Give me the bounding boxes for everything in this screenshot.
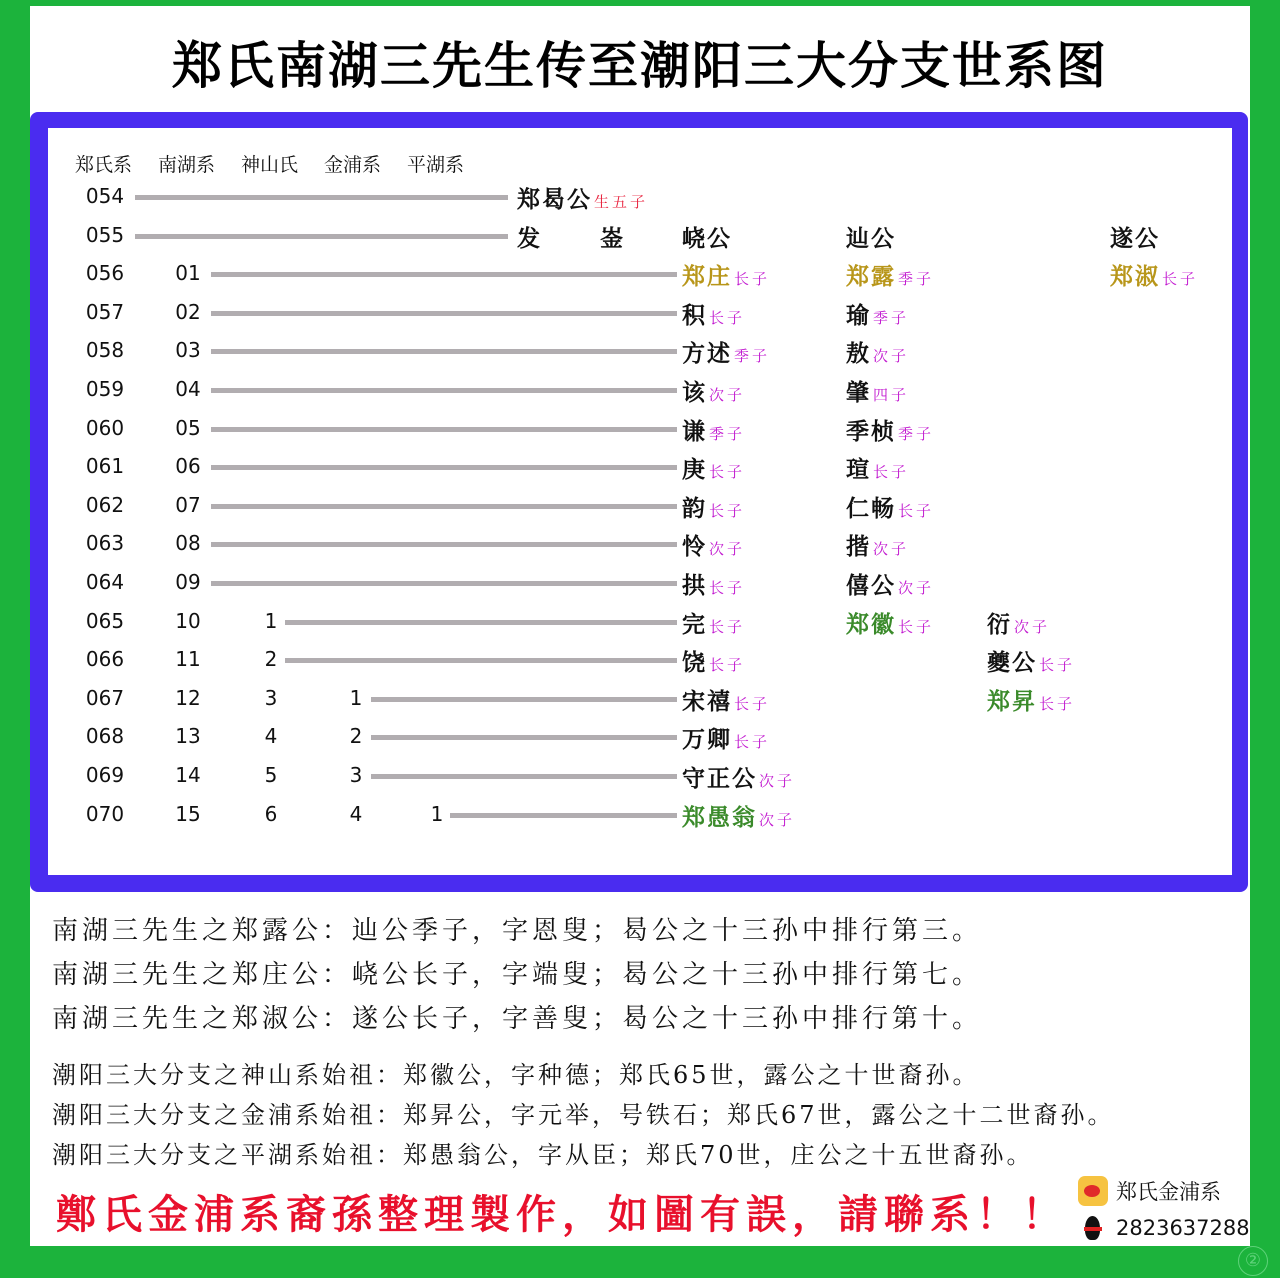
person-xiao xyxy=(682,683,770,716)
person-name: 韵 xyxy=(682,495,707,522)
person-name: 辿公 xyxy=(846,225,896,252)
person-chan xyxy=(846,606,934,639)
generation-number: 061 xyxy=(85,454,125,479)
person-xiao xyxy=(682,335,770,368)
person-jinpu xyxy=(987,644,1075,677)
birth-order-tag: 长子 xyxy=(709,617,746,636)
generation-number: 09 xyxy=(175,570,201,594)
birth-order-tag: 季子 xyxy=(898,270,935,289)
person-jinpu xyxy=(987,683,1075,716)
person-xiao xyxy=(682,490,745,523)
generation-number: 063 xyxy=(85,531,125,556)
birth-order-tag: 长子 xyxy=(709,501,746,520)
generation-number: 5 xyxy=(264,763,278,787)
person-xiao xyxy=(682,258,770,291)
person-name: 郑愚翁 xyxy=(682,804,757,831)
generation-number: 060 xyxy=(85,415,125,440)
person-name: 峣公 xyxy=(682,225,732,252)
person-chan xyxy=(846,567,934,600)
column-header-jinpu: 金浦系 xyxy=(324,154,382,176)
person-xiao xyxy=(682,451,745,484)
birth-order-tag: 长子 xyxy=(898,617,935,636)
person-name: 遂公 xyxy=(1110,225,1160,252)
generation-number: 4 xyxy=(349,801,363,826)
lineage-bar xyxy=(135,234,508,239)
lineage-bar xyxy=(211,311,677,316)
person-chan xyxy=(846,335,909,368)
column-header-shenshan: 神山氏 xyxy=(241,154,299,176)
person-xiao xyxy=(682,297,745,330)
birth-order-tag: 长子 xyxy=(709,308,746,327)
column-header-pinghu: 平湖系 xyxy=(407,154,465,176)
person-name: 怜 xyxy=(682,534,707,561)
person-xiao xyxy=(682,644,745,677)
generation-number: 1 xyxy=(430,801,444,826)
qq-contact xyxy=(1078,1213,1250,1243)
birth-order-tag: 季子 xyxy=(734,347,771,366)
page-number-mark: ② xyxy=(1238,1246,1268,1276)
generation-number: 066 xyxy=(85,647,125,672)
lineage-bar xyxy=(371,774,677,779)
lineage-bar xyxy=(211,349,677,354)
person-chan xyxy=(846,374,909,407)
generation-number: 11 xyxy=(175,647,201,672)
generation-number: 3 xyxy=(264,685,278,710)
lineage-bar xyxy=(135,195,508,200)
generation-number: 12 xyxy=(175,685,201,710)
birth-order-tag: 长子 xyxy=(1162,270,1199,289)
person-name: 庚 xyxy=(682,457,707,484)
generation-number: 059 xyxy=(85,377,125,401)
lineage-bar xyxy=(211,427,677,432)
birth-order-tag: 长子 xyxy=(1039,656,1076,675)
person-xiao xyxy=(682,760,795,793)
generation-number: 054 xyxy=(85,184,125,208)
person-name: 仁畅 xyxy=(846,495,896,522)
person-sui xyxy=(1110,220,1160,253)
person-xiao xyxy=(682,528,745,561)
birth-order-tag: 季子 xyxy=(709,424,746,443)
note-jinpu: 潮阳三大分支之金浦系始祖：郑昇公，字元举，号铁石；郑氏67世，露公之十二世裔孙。 xyxy=(52,1101,1115,1129)
person-xiao xyxy=(682,220,732,253)
lineage-bar xyxy=(285,658,677,663)
birth-order-tag: 生五子 xyxy=(594,193,649,211)
generation-number: 01 xyxy=(175,261,201,286)
person-name: 拱 xyxy=(682,573,707,599)
generation-number: 03 xyxy=(175,338,201,363)
generation-number: 067 xyxy=(85,685,125,710)
person-name: 饶 xyxy=(682,650,707,677)
birth-order-tag: 次子 xyxy=(709,540,746,559)
generation-number: 057 xyxy=(85,299,125,324)
person-sui xyxy=(1110,258,1198,291)
generation-number: 05 xyxy=(175,415,201,440)
note-nanhu-zhuang: 南湖三先生之郑庄公：峣公长子，字端叟；曷公之十三孙中排行第七。 xyxy=(52,960,983,990)
generation-number: 06 xyxy=(175,454,201,479)
lineage-bar xyxy=(371,697,677,702)
birth-order-tag: 次子 xyxy=(709,386,746,404)
person-name: 揩 xyxy=(846,534,871,561)
lineage-bar xyxy=(211,504,677,509)
generation-number: 04 xyxy=(175,377,201,401)
generation-number: 058 xyxy=(85,338,125,363)
person-xiao xyxy=(682,721,770,754)
birth-order-tag: 季子 xyxy=(873,308,910,327)
person-name: 郑曷公 xyxy=(517,187,592,213)
person-name: 郑淑 xyxy=(1110,264,1160,291)
person-chan xyxy=(846,258,934,291)
person-name: 方述 xyxy=(682,341,732,368)
generation-number: 2 xyxy=(349,724,363,749)
birth-order-tag: 次子 xyxy=(759,772,796,790)
person-name: 肇 xyxy=(846,380,871,406)
generation-number: 070 xyxy=(85,801,125,826)
person-chan xyxy=(846,451,909,484)
person-name: 夔公 xyxy=(987,650,1037,677)
weibo-name: 郑氏金浦系 xyxy=(1116,1180,1221,1204)
person-name: 郑露 xyxy=(846,264,896,291)
generation-number: 069 xyxy=(85,763,125,787)
birth-order-tag: 长子 xyxy=(709,463,746,482)
birth-order-tag: 次子 xyxy=(759,810,796,829)
person-name: 季桢 xyxy=(846,418,896,445)
generation-number: 13 xyxy=(175,724,201,749)
birth-order-tag: 次子 xyxy=(898,579,935,597)
person-name: 完 xyxy=(682,611,707,638)
person-xiao xyxy=(682,413,745,446)
birth-order-tag: 长子 xyxy=(898,501,935,520)
lineage-bar xyxy=(285,620,677,625)
qq-icon xyxy=(1078,1213,1108,1243)
person-name: 宋禧 xyxy=(682,688,732,715)
generation-number: 055 xyxy=(85,222,125,247)
person-name: 崟 xyxy=(600,225,625,252)
chart-area xyxy=(48,128,1232,875)
birth-order-tag: 次子 xyxy=(873,347,910,366)
lineage-bar xyxy=(450,813,677,818)
person-xiao xyxy=(682,374,745,407)
note-nanhu-lu: 南湖三先生之郑露公：辿公季子，字恩叟；曷公之十三孙中排行第三。 xyxy=(52,916,983,946)
note-pinghu: 潮阳三大分支之平湖系始祖：郑愚翁公，字从臣；郑氏70世，庄公之十五世裔孙。 xyxy=(52,1141,1034,1169)
qq-number: 2823637288 xyxy=(1116,1216,1250,1240)
page-title: 郑氏南湖三先生传至潮阳三大分支世系图 xyxy=(172,37,1108,95)
weibo-icon xyxy=(1078,1176,1108,1206)
birth-order-tag: 季子 xyxy=(898,424,935,443)
birth-order-tag: 长子 xyxy=(709,579,746,597)
person-xiao xyxy=(682,567,745,600)
footer-notice: 鄭氏金浦系裔孫整理製作，如圖有誤，請聯系！！ xyxy=(56,1191,1068,1238)
weibo-contact xyxy=(1078,1176,1221,1206)
birth-order-tag: 长子 xyxy=(734,270,771,289)
lineage-bar xyxy=(211,542,677,547)
person-name: 瑄 xyxy=(846,457,871,484)
column-header-zheng: 郑氏系 xyxy=(75,154,133,176)
person-name: 积 xyxy=(682,302,707,329)
person-root xyxy=(517,220,542,253)
person-root xyxy=(517,181,648,214)
birth-order-tag: 次子 xyxy=(1014,617,1051,636)
generation-number: 10 xyxy=(175,608,201,633)
person-chan xyxy=(846,528,909,561)
birth-order-tag: 长子 xyxy=(734,733,771,752)
person-name: 衍 xyxy=(987,611,1012,638)
generation-number: 065 xyxy=(85,608,125,633)
person-name: 万卿 xyxy=(682,727,732,754)
generation-number: 4 xyxy=(264,724,278,749)
person-name: 守正公 xyxy=(682,766,757,792)
person-xiao xyxy=(682,606,745,639)
generation-number: 2 xyxy=(264,647,278,672)
person-name: 郑徽 xyxy=(846,611,896,638)
person-name: 郑庄 xyxy=(682,264,732,291)
generation-number: 14 xyxy=(175,763,201,787)
person-name: 瑜 xyxy=(846,302,871,329)
person-xiao xyxy=(682,799,795,832)
generation-number: 07 xyxy=(175,492,201,517)
generation-number: 02 xyxy=(175,299,201,324)
person-name: 该 xyxy=(682,380,707,406)
generation-number: 6 xyxy=(264,801,278,826)
person-chan xyxy=(846,220,896,253)
generation-number: 064 xyxy=(85,570,125,594)
birth-order-tag: 次子 xyxy=(873,540,910,559)
person-name: 敖 xyxy=(846,341,871,368)
person-jinpu xyxy=(987,606,1050,639)
lineage-bar xyxy=(211,272,677,277)
person-name: 僖公 xyxy=(846,573,896,599)
birth-order-tag: 长子 xyxy=(734,694,771,713)
generation-number: 1 xyxy=(264,608,278,633)
person-name: 发 xyxy=(517,225,542,252)
generation-number: 1 xyxy=(349,685,363,710)
birth-order-tag: 长子 xyxy=(709,656,746,675)
generation-number: 056 xyxy=(85,261,125,286)
generation-number: 3 xyxy=(349,763,363,787)
generation-number: 08 xyxy=(175,531,201,556)
person-chan xyxy=(846,413,934,446)
column-header-nanhu: 南湖系 xyxy=(158,154,216,176)
person-chan xyxy=(846,490,934,523)
lineage-bar xyxy=(211,581,677,586)
lineage-bar xyxy=(211,388,677,393)
generation-number: 15 xyxy=(175,801,201,826)
person-root2 xyxy=(600,220,625,253)
birth-order-tag: 长子 xyxy=(873,463,910,482)
birth-order-tag: 四子 xyxy=(873,386,910,404)
generation-number: 062 xyxy=(85,492,125,517)
lineage-bar xyxy=(371,735,677,740)
note-shenshan: 潮阳三大分支之神山系始祖：郑徽公，字种德；郑氏65世，露公之十世裔孙。 xyxy=(52,1061,980,1089)
lineage-bar xyxy=(211,465,677,470)
person-name: 郑昇 xyxy=(987,688,1037,715)
person-chan xyxy=(846,297,909,330)
generation-number: 068 xyxy=(85,724,125,749)
birth-order-tag: 长子 xyxy=(1039,694,1076,713)
note-nanhu-shu: 南湖三先生之郑淑公：遂公长子，字善叟；曷公之十三孙中排行第十。 xyxy=(52,1004,983,1034)
person-name: 谦 xyxy=(682,418,707,445)
